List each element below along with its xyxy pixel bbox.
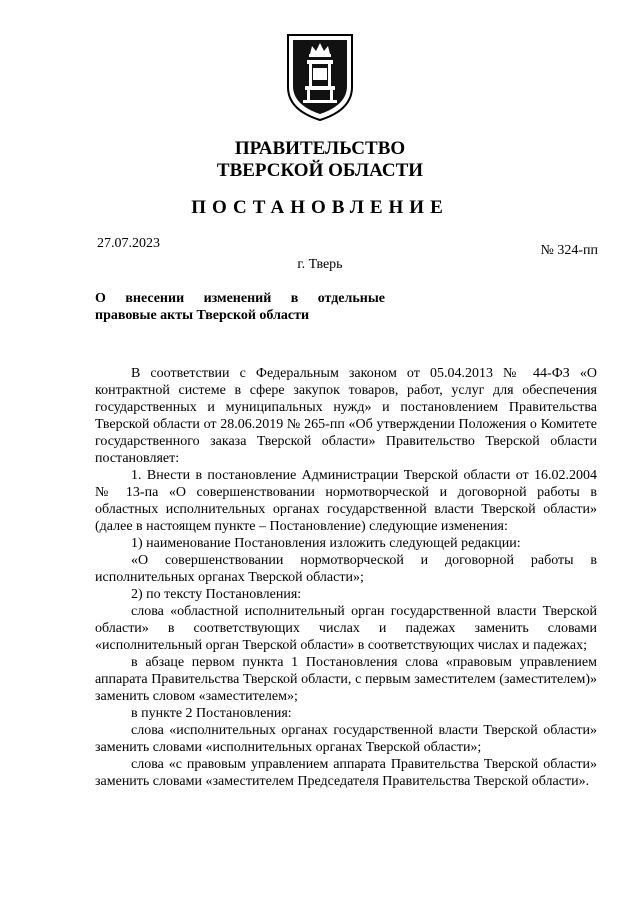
document-date: 27.07.2023 — [97, 236, 160, 251]
body-paragraph: 2) по тексту Постановления: — [131, 587, 302, 602]
body-paragraph: слова «областной исполнительный орган государственной власти Тверской области» в соответствующих числах и падежах заменить словами «исполнительный орган Тверской области» в соответствующих числах и падежах; — [95, 604, 597, 653]
document-city: г. Тверь — [297, 257, 343, 272]
body-paragraph: в пункте 2 Постановления: — [131, 706, 292, 721]
body-paragraph: слова «с правовым управлением аппарата Правительства Тверской области» заменить словами «заместителем Председателя Правительства Тверской области». — [95, 757, 597, 789]
body-paragraph: в абзаце первом пункта 1 Постановления слова «правовым управлением аппарата Правительства Тверской области, с первым заместителем (заместителем)» заменить словом «заместителем»; — [95, 655, 597, 704]
body-paragraph: В соответствии с Федеральным законом от 05.04.2013 № 44-ФЗ «О контрактной системе в сфере закупок товаров, работ, услуг для обеспечения государственных и муниципальных нужд» и постановлением Правительства Тверской области от 28.06.2019 № 265-пп «Об утверждении Положения о Комитете государственного заказа Тверской области» Правительство Тверской области постановляет: — [95, 366, 597, 466]
document-number: № 324-пп — [540, 243, 598, 258]
body-paragraph: «О совершенствовании нормотворческой и договорной работы в исполнительных органах Тверской области»; — [95, 553, 597, 585]
tver-coat-of-arms-icon — [285, 32, 355, 122]
document-subject: О внесении изменений в отдельные правовые акты Тверской области — [95, 291, 385, 323]
document-body — [95, 365, 597, 790]
body-paragraph: 1. Внести в постановление Администрации Тверской области от 16.02.2004 № 13-па «О совершенствовании нормотворческой и договорной работы в областных исполнительных органах государственной власти Тверской области» (далее в настоящем пункте – Постановление) следующие изменения: — [95, 468, 597, 534]
org-name-line1: ПРАВИТЕЛЬСТВО — [234, 138, 406, 159]
org-name-line2: ТВЕРСКОЙ ОБЛАСТИ — [216, 160, 424, 181]
document-type-title: ПОСТАНОВЛЕНИЕ — [191, 197, 449, 218]
body-paragraph: 1) наименование Постановления изложить следующей редакции: — [131, 536, 521, 551]
body-paragraph: слова «исполнительных органах государственной власти Тверской области» заменить словами «исполнительных органах Тверской области»; — [95, 723, 597, 755]
